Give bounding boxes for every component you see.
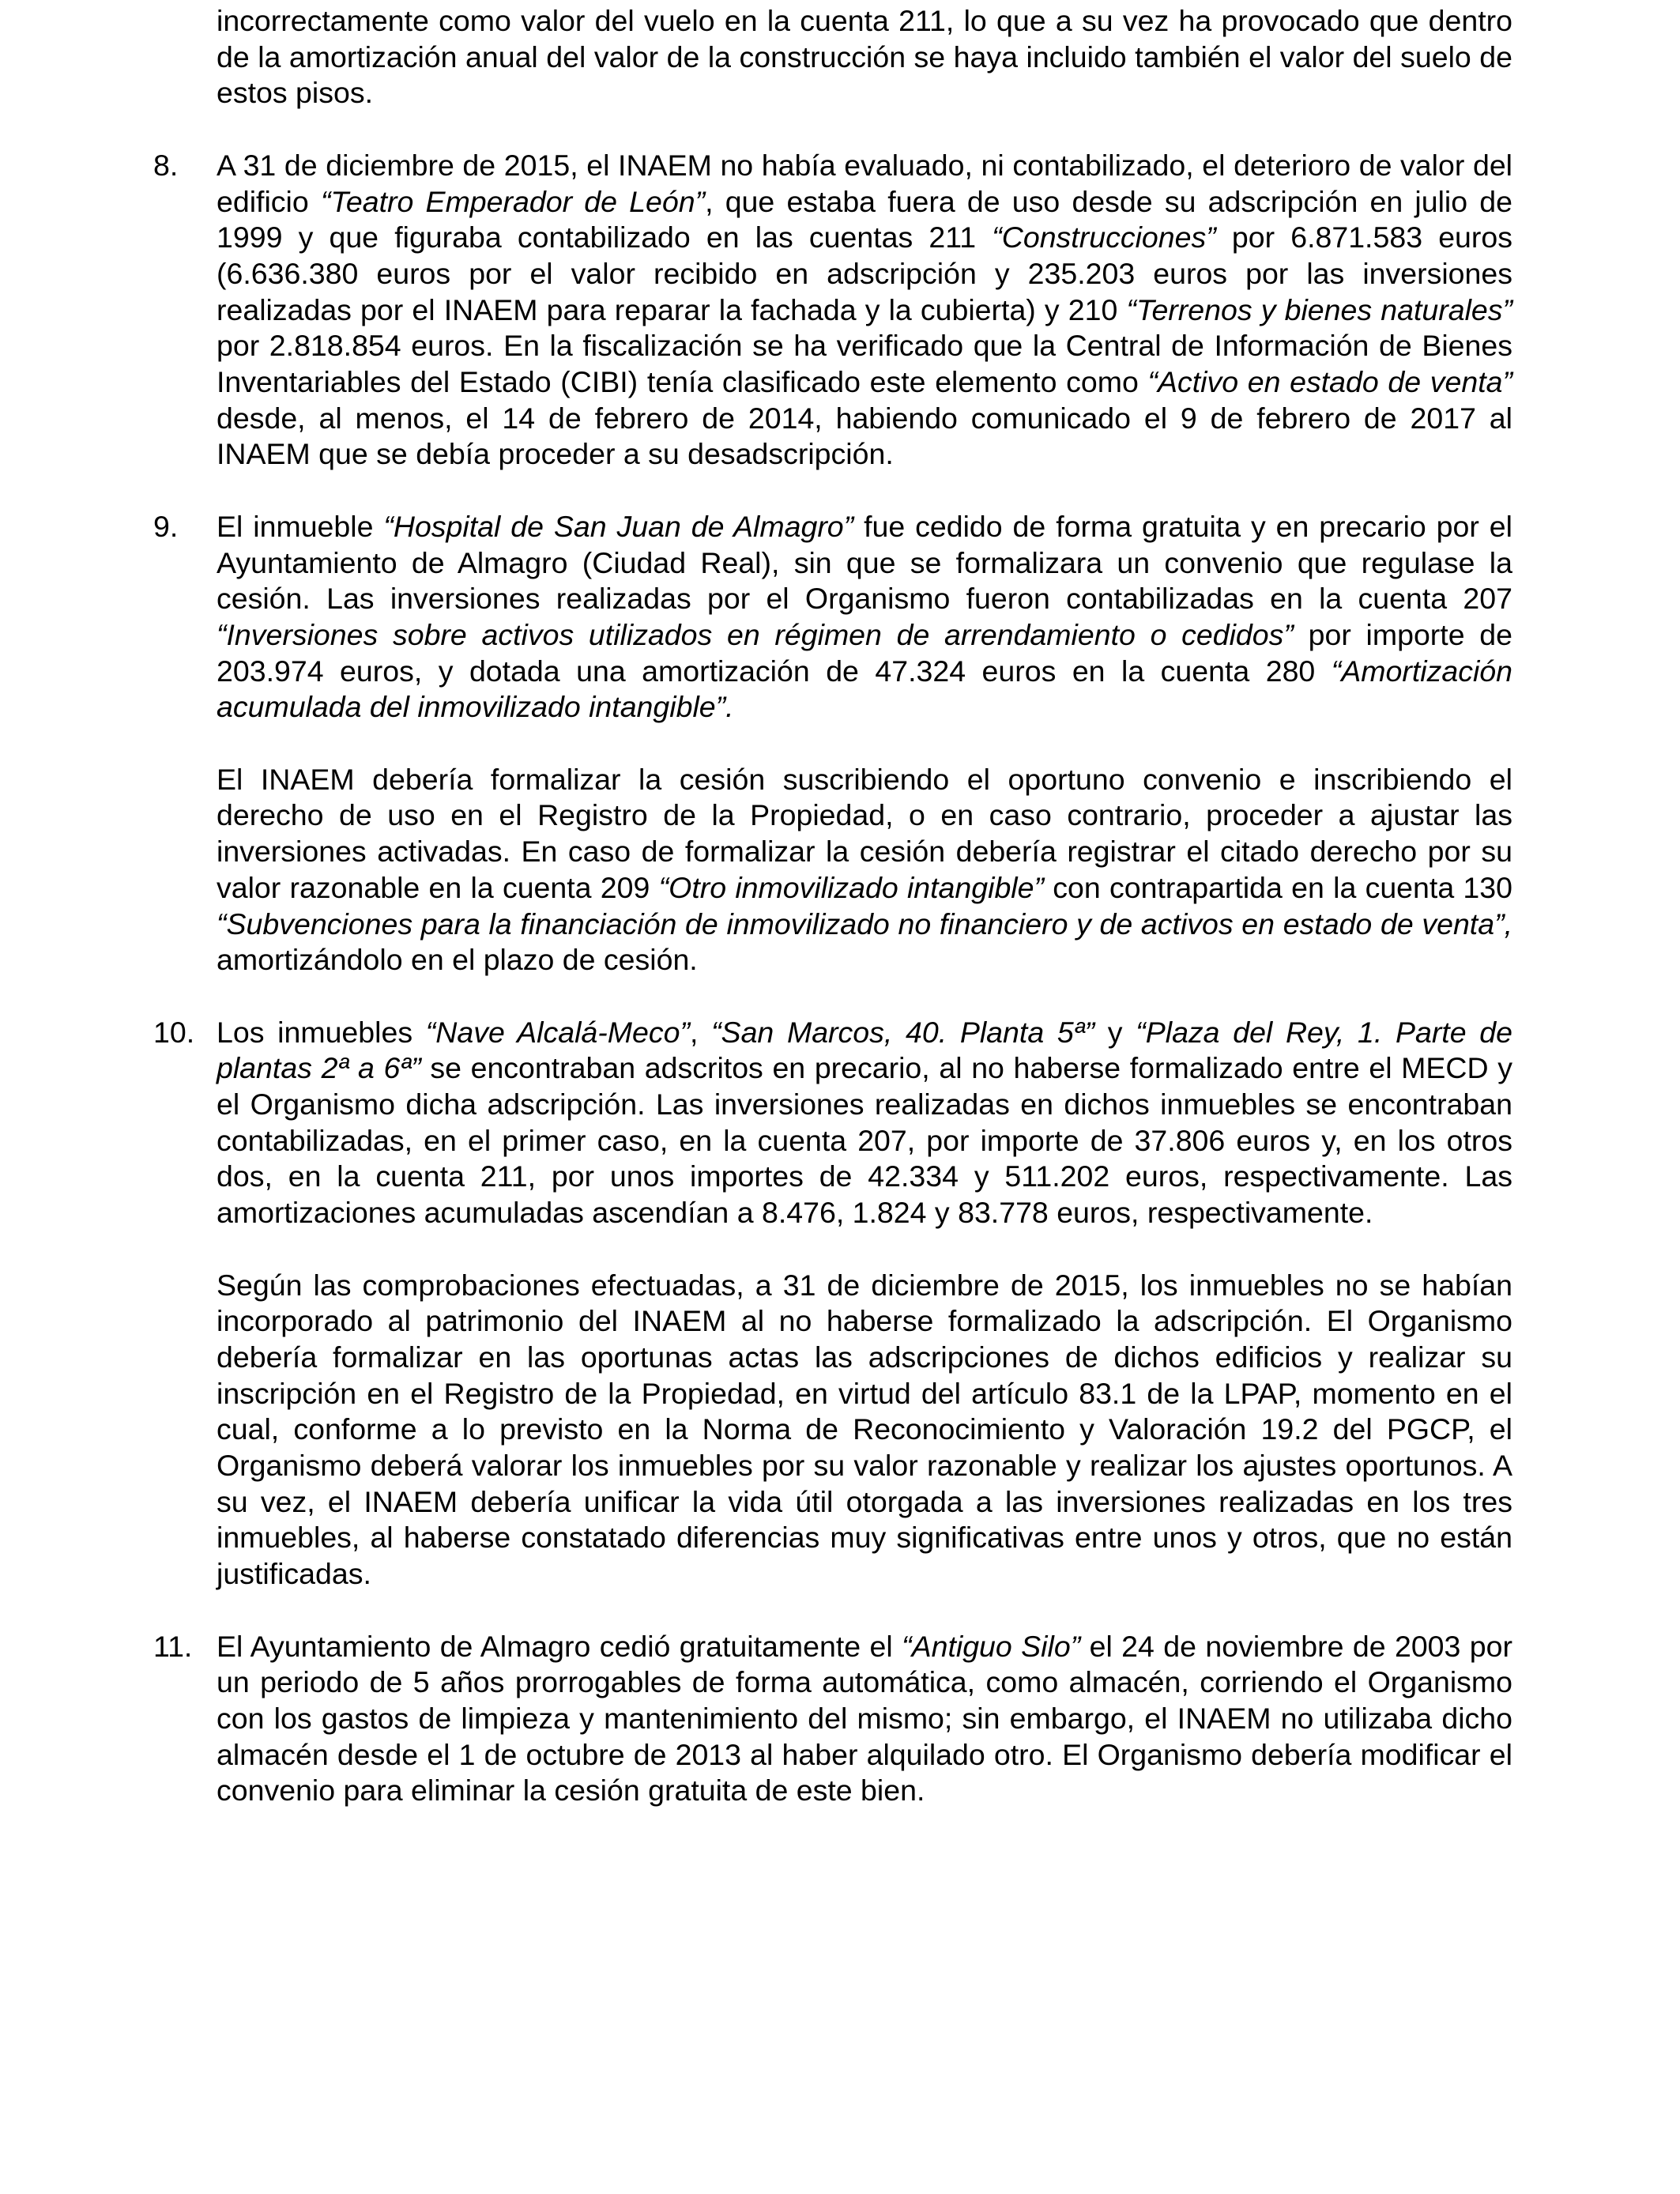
- item-paragraph: [217, 1015, 1512, 1231]
- item-paragraph: [217, 762, 1512, 978]
- italic-run: “Activo en estado de venta”: [1147, 365, 1512, 399]
- item-paragraph: [217, 1629, 1512, 1810]
- text-run: Los inmuebles: [217, 1015, 426, 1049]
- item-number: 10.: [153, 1015, 195, 1049]
- italic-run: “Amortización acumulada del inmovilizado intangible”.: [217, 654, 1512, 724]
- text-run: incorrectamente como valor del vuelo en la cuenta 211, lo que a su vez ha provocado que dentro de la amortización anual del valor de la construcción se haya incluido también el valor del suelo de estos pisos.: [217, 4, 1512, 110]
- italic-run: “Hospital de San Juan de Almagro”: [383, 509, 854, 543]
- italic-run: “Nave Alcalá-Meco”: [425, 1015, 690, 1049]
- text-run: ,: [689, 1015, 712, 1049]
- intro-paragraph: [153, 3, 1512, 111]
- text-run: con contrapartida en la cuenta 130: [1044, 870, 1513, 904]
- item-number: 8.: [153, 148, 179, 182]
- item-paragraph: [217, 509, 1512, 726]
- italic-run: “Plaza del Rey, 1. Parte de plantas 2ª a 6ª”: [217, 1015, 1512, 1085]
- text-run: A 31 de diciembre de 2015, el INAEM no había evaluado, ni contabilizado, el deterioro de valor del edificio: [217, 148, 1512, 218]
- list-item-11: [153, 1629, 1512, 1810]
- list-item-9: [153, 509, 1512, 978]
- item-number: 11.: [153, 1629, 193, 1663]
- text-run: y: [1094, 1015, 1136, 1049]
- text-run: El Ayuntamiento de Almagro cedió gratuitamente el: [217, 1629, 902, 1663]
- text-run: por importe de 203.974 euros, y dotada una amortización de 47.324 euros en la cuenta 280: [217, 617, 1512, 688]
- text-run: , que estaba fuera de uso desde su adscripción en julio de 1999 y que figuraba contabilizado en las cuentas 211: [217, 184, 1513, 254]
- item-number: 9.: [153, 509, 179, 543]
- item-paragraph: [217, 148, 1512, 473]
- italic-run: “Terrenos y bienes naturales”: [1126, 292, 1512, 326]
- text-run: el 24 de noviembre de 2003 por un periodo de 5 años prorrogables de forma automática, como almacén, corriendo el Organismo con los gastos de limpieza y mantenimiento del mismo; sin embargo, el INAEM no utilizaba dicho almacén desde el 1 de octubre de 2013 al haber alquilado otro. El Organismo debería modificar el convenio para eliminar la cesión gratuita de este bien.: [217, 1629, 1512, 1808]
- italic-run: “Inversiones sobre activos utilizados en régimen de arrendamiento o cedidos”: [217, 617, 1294, 651]
- text-run: fue cedido de forma gratuita y en precario por el Ayuntamiento de Almagro (Ciudad Real), sin que se formalizara un convenio que regulase la cesión. Las inversiones realizadas por el Organismo fueron contabilizadas en la cuenta 207: [217, 509, 1512, 616]
- document-body: [153, 3, 1512, 1809]
- italic-run: “Antiguo Silo”: [902, 1629, 1081, 1663]
- italic-run: “Otro inmovilizado intangible”: [658, 870, 1044, 904]
- text-run: por 2.818.854 euros. En la fiscalización se ha verificado que la Central de Información de Bienes Inventariables del Estado (CIBI) tenía clasificado este elemento como: [217, 329, 1512, 399]
- item-paragraph: [217, 1268, 1512, 1593]
- text-run: Según las comprobaciones efectuadas, a 31 de diciembre de 2015, los inmuebles no se habían incorporado al patrimonio del INAEM al no haberse formalizado la adscripción. El Organismo debería formalizar en las oportunas actas las adscripciones de dichos edificios y realizar su inscripción en el Registro de la Propiedad, en virtud del artículo 83.1 de la LPAP, momento en el cual, conforme a lo previsto en la Norma de Reconocimiento y Valoración 19.2 del PGCP, el Organismo deberá valorar los inmuebles por su valor razonable y realizar los ajustes oportunos. A su vez, el INAEM debería unificar la vida útil otorgada a las inversiones realizadas en los tres inmuebles, al haberse constatado diferencias muy significativas entre unos y otros, que no están justificadas.: [217, 1268, 1512, 1591]
- text-run: El inmueble: [217, 509, 384, 543]
- list-item-10: [153, 1015, 1512, 1593]
- list-item-8: [153, 148, 1512, 473]
- text-run: amortizándolo en el plazo de cesión.: [217, 943, 698, 977]
- text-run: por 6.871.583 euros (6.636.380 euros por el valor recibido en adscripción y 235.203 euros por las inversiones realizadas por el INAEM para reparar la fachada y la cubierta) y 210: [217, 221, 1512, 326]
- text-run: se encontraban adscritos en precario, al no haberse formalizado entre el MECD y el Organismo dicha adscripción. Las inversiones realizadas en dichos inmuebles se encontraban contabilizadas, en el primer caso, en la cuenta 207, por importe de 37.806 euros y, en los otros dos, en la cuenta 211, por unos importes de 42.334 y 511.202 euros, respectivamente. Las amortizaciones acumuladas ascendían a 8.476, 1.824 y 83.778 euros, respectivamente.: [217, 1051, 1512, 1230]
- text-run: desde, al menos, el 14 de febrero de 2014, habiendo comunicado el 9 de febrero de 2017 al INAEM que se debía proceder a su desadscripción.: [217, 401, 1512, 471]
- italic-run: “San Marcos, 40. Planta 5ª”: [711, 1015, 1095, 1049]
- italic-run: “Teatro Emperador de León”: [320, 184, 706, 218]
- text-run: El INAEM debería formalizar la cesión suscribiendo el oportuno convenio e inscribiendo el derecho de uso en el Registro de la Propiedad, o en caso contrario, proceder a ajustar las inversiones activadas. En caso de formalizar la cesión debería registrar el citado derecho por su valor razonable en la cuenta 209: [217, 762, 1512, 904]
- italic-run: “Subvenciones para la financiación de inmovilizado no financiero y de activos en estado de venta”,: [217, 907, 1512, 941]
- italic-run: “Construcciones”: [992, 221, 1216, 254]
